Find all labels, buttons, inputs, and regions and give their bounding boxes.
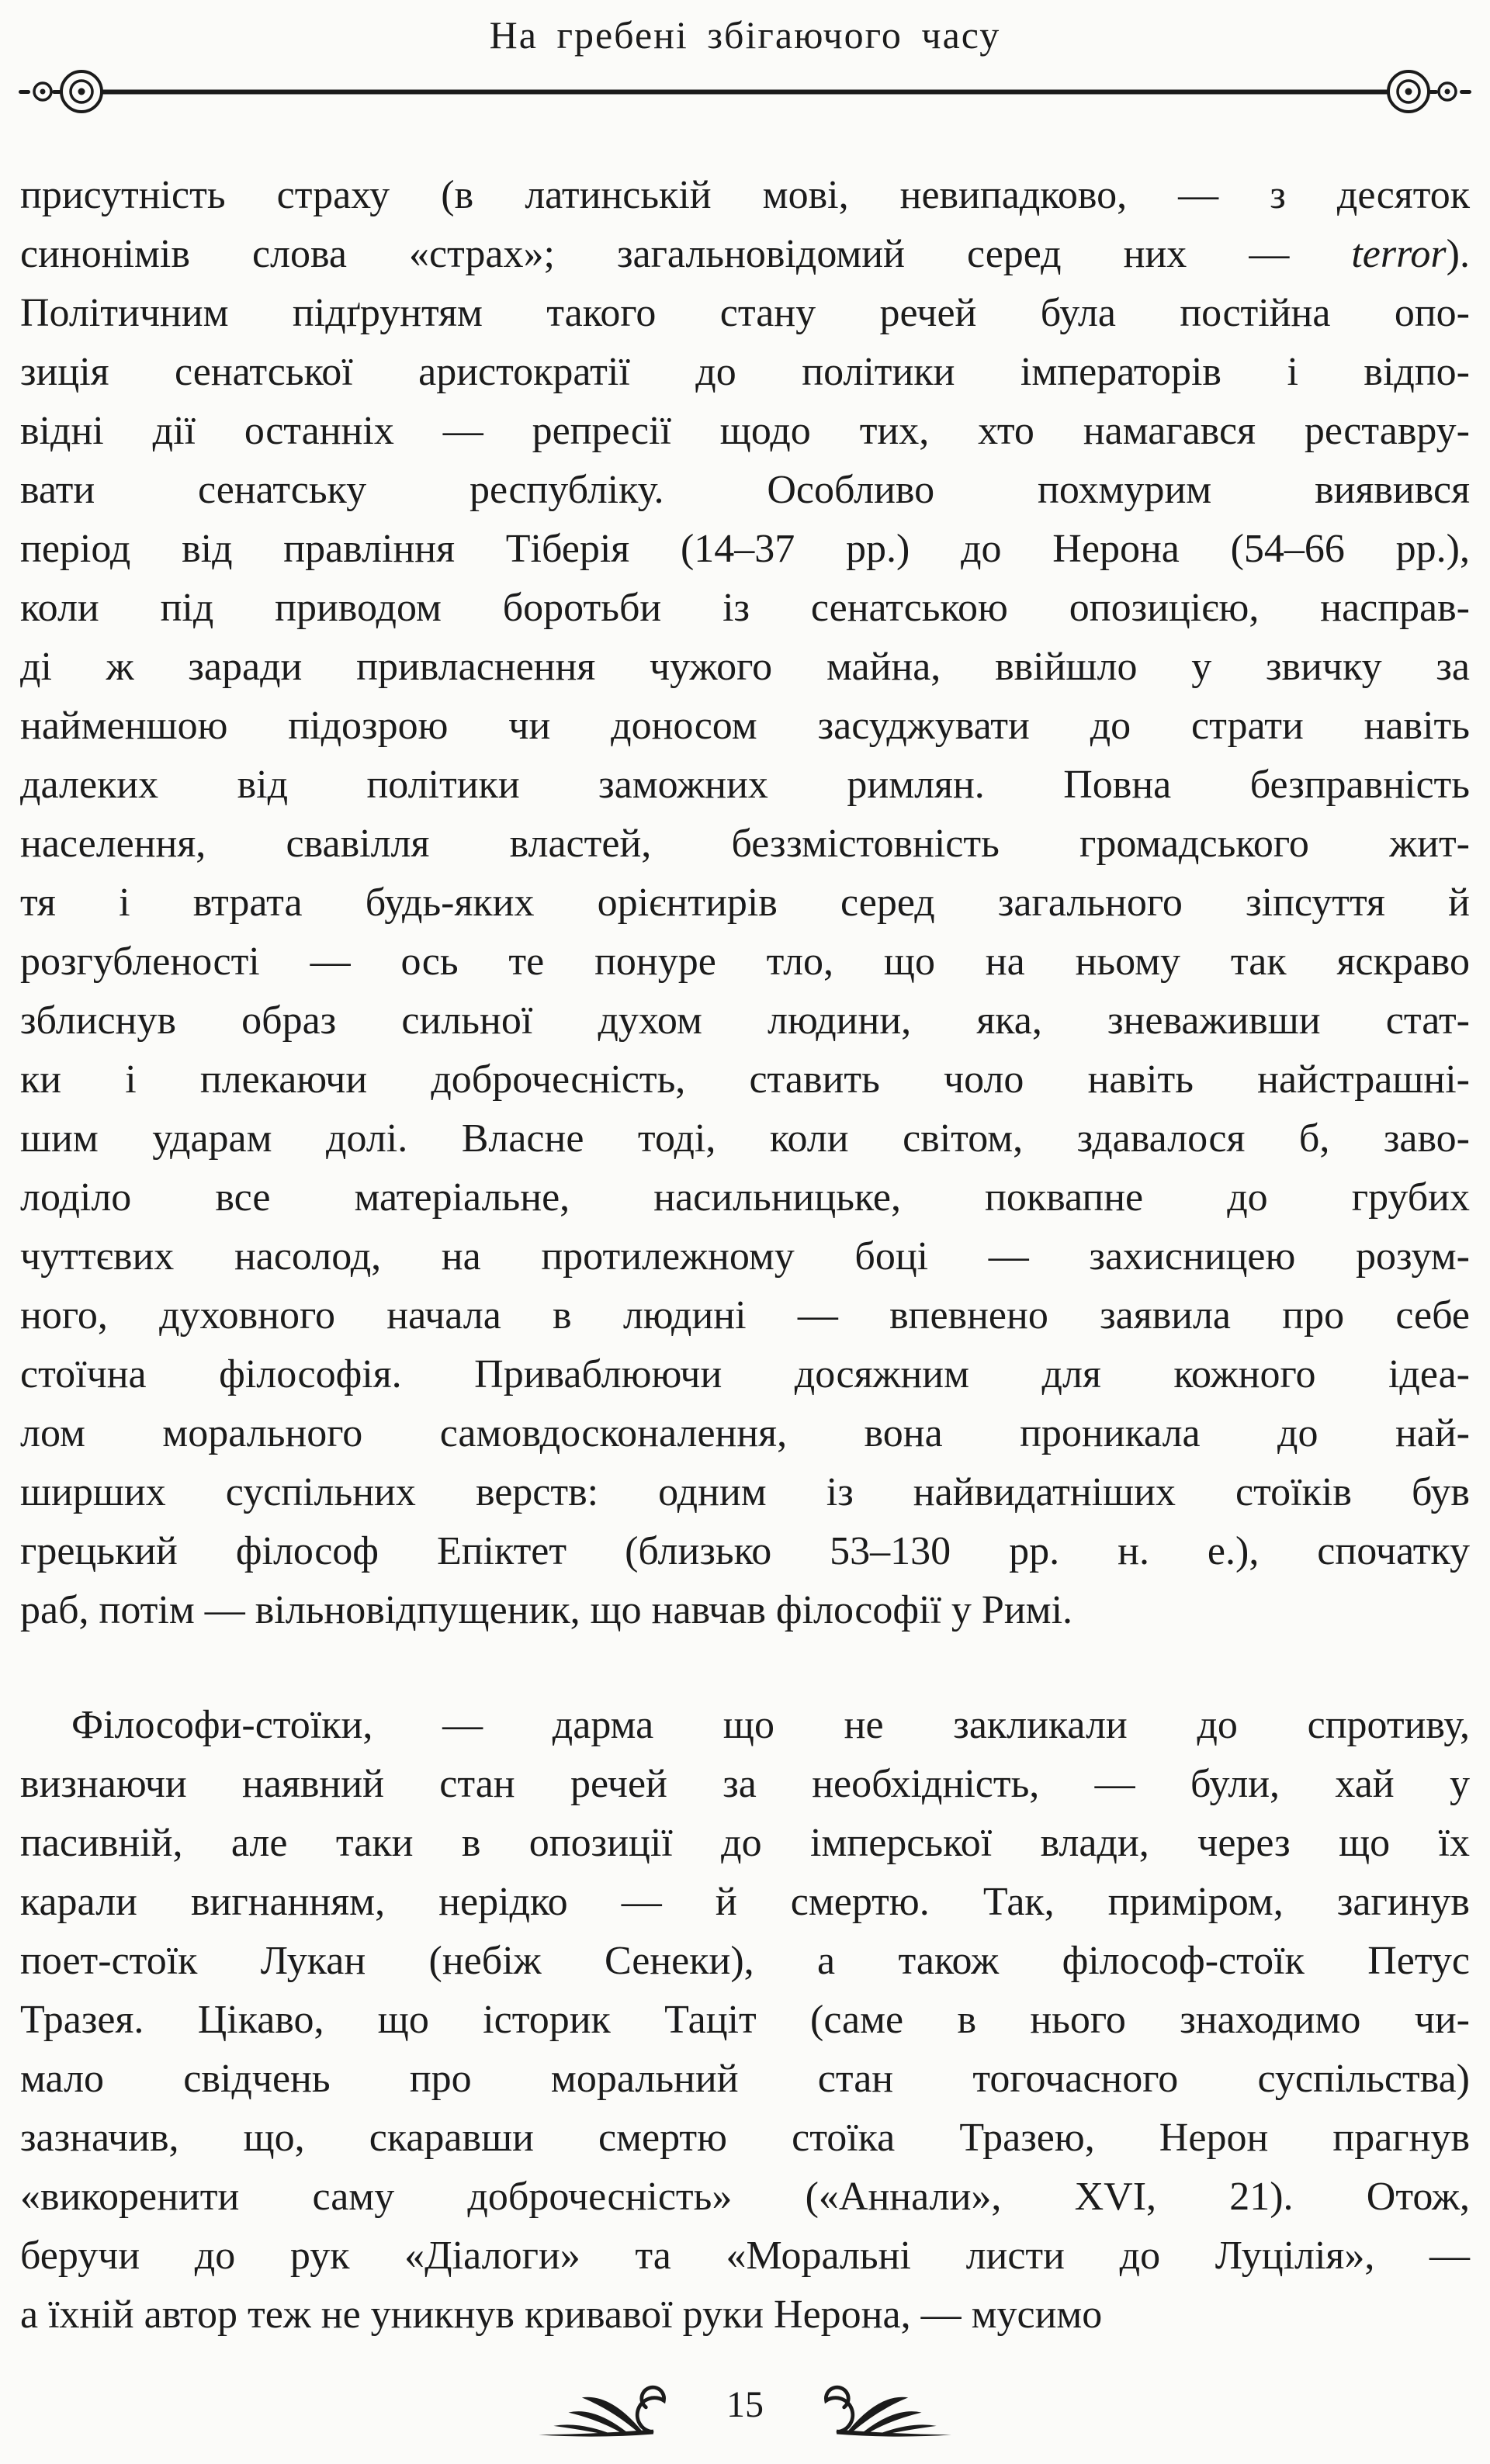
footer-flourish-right-icon: [793, 2368, 958, 2442]
paragraph-2: [20, 1696, 1470, 2345]
text-line: далеких від політики заможних римлян. Повна безправність: [20, 763, 1470, 807]
text-line: ширших суспільних верств: одним із найвидатніших стоїків був: [20, 1470, 1470, 1514]
text-line: лом морального самовдосконалення, вона проникала до най-: [20, 1411, 1470, 1455]
text-line: визнаючи наявний стан речей за необхідність, — були, хай у: [20, 1762, 1470, 1806]
text-line: коли під приводом боротьби із сенатською опозицією, насправ-: [20, 586, 1470, 630]
text-line: беручи до рук «Діалоги» та «Моральні листи до Луцілія», —: [20, 2234, 1470, 2278]
text-line: зазначив, що, скаравши смертю стоїка Тразею, Нерон прагнув: [20, 2116, 1470, 2160]
text-line: населення, свавілля властей, беззмістовність громадського жит-: [20, 822, 1470, 866]
text-line: лоділо все матеріальне, насильницьке, поквапне до грубих: [20, 1175, 1470, 1220]
page-footer: [0, 2368, 1490, 2442]
text-line: ного, духовного начала в людині — впевнено заявила про себе: [20, 1293, 1470, 1338]
text-line: чуттєвих насолод, на протилежному боці — захисницею розум-: [20, 1234, 1470, 1279]
text-line: карали вигнанням, нерідко — й смертю. Так, приміром, загинув: [20, 1880, 1470, 1924]
text-line: ки і плекаючи доброчесність, ставить чоло навіть найстрашні-: [20, 1057, 1470, 1102]
paragraph-1: [20, 166, 1470, 1640]
text-line: тя і втрата будь-яких орієнтирів серед загального зіпсуття й: [20, 881, 1470, 925]
italic-word: terror: [1351, 232, 1447, 276]
text-line: присутність страху (в латинській мові, невипадково, — з десяток: [20, 173, 1470, 217]
text-line: розгубленості — ось те понуре тло, що на ньому так яскраво: [20, 940, 1470, 984]
text-line: раб, потім — вільновідпущеник, що навчав філософії у Римі.: [20, 1588, 1073, 1632]
text-line: пасивній, але таки в опозиції до імперської влади, через що їх: [20, 1821, 1470, 1865]
text-line: поет-стоїк Лукан (небіж Сенеки), а також філософ-стоїк Петус: [20, 1939, 1470, 1983]
text-line: а їхній автор теж не уникнув кривавої руки Нерона, — мусимо: [20, 2293, 1103, 2337]
text-line: шим ударам долі. Власне тоді, коли світом, здавалося б, заво-: [20, 1116, 1470, 1161]
running-header-title: На гребені збігаючого часу: [489, 13, 1001, 57]
page-number: 15: [726, 2384, 764, 2425]
text-line: найменшою підозрою чи доносом засуджувати до страти навіть: [20, 704, 1470, 748]
line-fragment: ).: [1446, 232, 1470, 276]
text-line: «викоренити саму доброчесність» («Аннали», XVI, 21). Отож,: [20, 2175, 1470, 2219]
text-line: стоїчна філософія. Приваблюючи досяжним для кожного ідеа-: [20, 1352, 1470, 1396]
text-line: [20, 225, 1470, 284]
text-line: зиція сенатської аристократії до політики імператорів і відпо-: [20, 350, 1470, 394]
page-header: [0, 0, 1490, 126]
header-rule-ornament: [19, 59, 1471, 126]
text-line: Тразея. Цікаво, що історик Таціт (саме в нього знаходимо чи-: [20, 1998, 1470, 2042]
text-line: зблиснув образ сильної духом людини, яка, зневаживши стат-: [20, 998, 1470, 1043]
text-line: мало свідчень про моральний стан тогочасного суспільства): [20, 2057, 1470, 2101]
text-line: Філософи-стоїки, — дарма що не закликали до спротиву,: [71, 1703, 1470, 1747]
text-line: ді ж заради привласнення чужого майна, ввійшло у звичку за: [20, 645, 1470, 689]
page-text: [20, 166, 1470, 2345]
text-line: Політичним підґрунтям такого стану речей була постійна опо-: [20, 291, 1470, 335]
text-line: грецький філософ Епіктет (близько 53–130 рр. н. е.), спочатку: [20, 1529, 1470, 1573]
text-line: відні дії останніх — репресії щодо тих, хто намагався реставру-: [20, 409, 1470, 453]
line-fragment: синонімів слова «страх»; загальновідомий серед них —: [20, 232, 1352, 276]
text-line: період від правління Тіберія (14–37 рр.) до Нерона (54–66 рр.),: [20, 527, 1470, 571]
footer-flourish-left-icon: [532, 2368, 697, 2442]
text-line: вати сенатську республіку. Особливо похмурим виявився: [20, 468, 1470, 512]
